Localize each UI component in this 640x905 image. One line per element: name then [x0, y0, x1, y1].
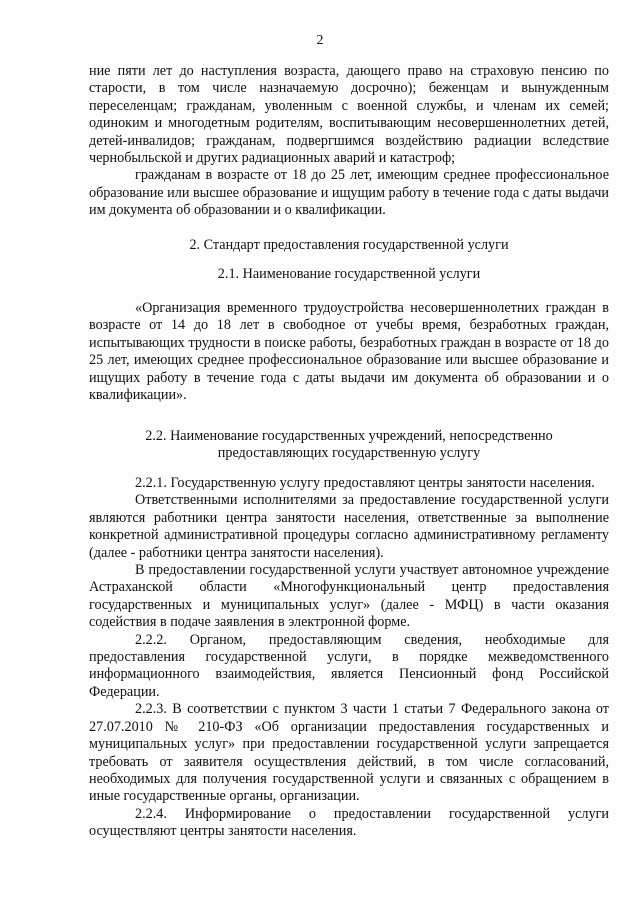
paragraph-mfc: В предоставлении государственной услуги участвует автономное учреждение Астраханской области «Многофункциональный центр предоставления государственных и муниципальных услуг» (далее - МФЦ) в части оказания содействия в подаче заявления в электронной форме.	[89, 562, 609, 631]
intro-paragraph-2: гражданам в возрасте от 18 до 25 лет, имеющим среднее профессиональное образование или высшее образование и ищущим работу в течение года с даты выдачи им документа об образовании и о квалификации.	[89, 167, 609, 219]
page-number: 2	[316, 33, 324, 48]
service-name-block	[89, 300, 609, 404]
paragraph-2-2-3: 2.2.3. В соответствии с пунктом 3 части 1 статьи 7 Федерального закона от 27.07.2010 № 210-ФЗ «Об организации предоставления государственных и муниципальных услуг» при предоставлении государственной услуги запрещается требовать от заявителя осуществления действий, в том числе согласований, необходимых для получения государственной услуги и связанных с обращением в иные государственные органы, организации.	[89, 701, 609, 805]
section-2-2-heading-line-2: предоставляющих государственную услугу	[217, 445, 481, 462]
paragraph-2-2-1: 2.2.1. Государственную услугу предоставляют центры занятости населения.	[135, 475, 595, 491]
section-2-2-body	[89, 475, 609, 841]
intro-paragraph-1: ние пяти лет до наступления возраста, дающего право на страховую пенсию по старости, в том числе назначаемую досрочно); беженцам и вынужденным переселенцам; гражданам, уволенным с военной службы, и членам их семей; одиноким и многодетным родителям, воспитывающим несовершеннолетних детей, детей-инвалидов; гражданам, подвергшимся воздействию радиации вследствие чернобыльской и других радиационных аварий и катастроф;	[89, 63, 609, 167]
paragraph-2-2-2: 2.2.2. Органом, предоставляющим сведения, необходимые для предоставления государственной услуги, в порядке межведомственного информационного взаимодействия, является Пенсионный фонд Российской Федерации.	[89, 631, 609, 700]
section-2-heading: 2. Стандарт предоставления государственной услуги	[189, 237, 509, 253]
intro-block	[89, 63, 609, 220]
section-2-2-heading-line-1: 2.2. Наименование государственных учреждений, непосредственно	[145, 428, 553, 444]
service-name-paragraph: «Организация временного трудоустройства несовершеннолетних граждан в возрасте от 14 до 18 лет в свободное от учебы время, безработных граждан, испытывающих трудности в поиске работы, безработных граждан в возрасте от 18 до 25 лет, имеющих среднее профессиональное образование или высшее образование и ищущих работу в течение года с даты выдачи им документа об образовании и о квалификации».	[89, 300, 609, 404]
paragraph-responsible: Ответственными исполнителями за предоставление государственной услуги являются работники центра занятости населения, ответственные за выполнение конкретной административной процедуры согласно административному регламенту (далее - работники центра занятости населения).	[89, 492, 609, 561]
paragraph-2-2-4: 2.2.4. Информирование о предоставлении государственной услуги осуществляют центры занятости населения.	[89, 805, 609, 840]
section-2-1-heading: 2.1. Наименование государственной услуги	[217, 266, 481, 282]
section-2-2-heading	[89, 428, 609, 463]
